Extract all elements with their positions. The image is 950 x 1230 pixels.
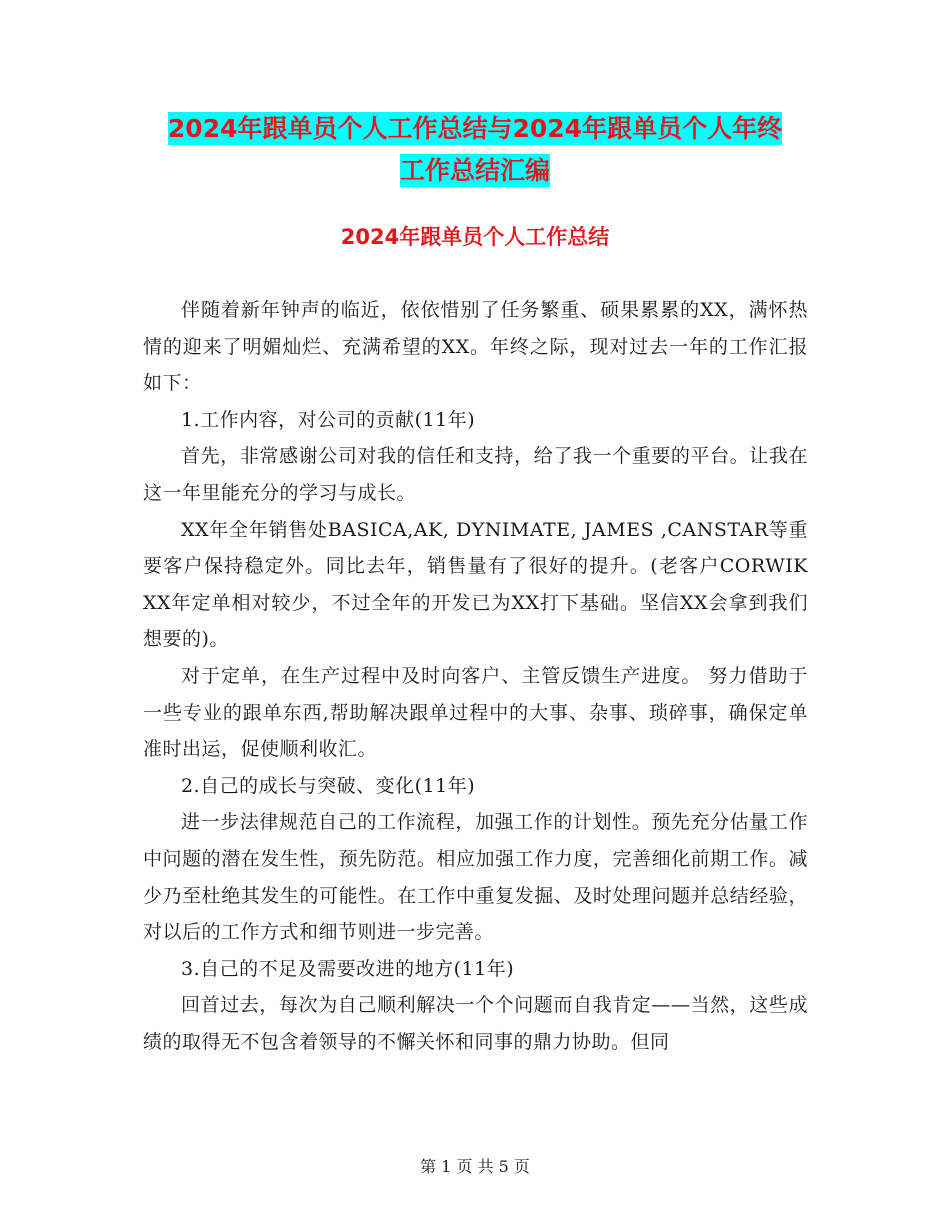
document-title	[0, 108, 950, 192]
paragraph: 1.工作内容，对公司的贡献(11年)	[181, 408, 476, 431]
document-title-line-2: 工作总结汇编	[399, 156, 550, 185]
paragraph: XX年全年销售处BASICA,AK, DYNIMATE, JAMES ,CANSTAR等重要客户保持稳定外。同比去年，销售量有了很好的提升。(老客户CORWIK XX年定单相对较少，不过全年的开发已为XX打下基础。坚信XX会拿到我们想要的)。	[143, 518, 808, 651]
paragraph: 3.自己的不足及需要改进的地方(11年)	[181, 957, 515, 980]
document-title-line-1: 2024年跟单员个人工作总结与2024年跟单员个人年终	[167, 114, 783, 143]
paragraph: 2.自己的成长与突破、变化(11年)	[181, 774, 476, 797]
paragraph: 对于定单，在生产过程中及时向客户、主管反馈生产进度。 努力借助于一些专业的跟单东西,帮助解决跟单过程中的大事、杂事、琐碎事，确保定单准时出运，促使顺利收汇。	[143, 664, 808, 761]
page-number-footer: 第 1 页 共 5 页	[420, 1157, 530, 1176]
paragraph: 伴随着新年钟声的临近，依依惜别了任务繁重、硕果累累的XX，满怀热情的迎来了明媚灿烂、充满希望的XX。年终之际，现对过去一年的工作汇报如下：	[143, 299, 808, 395]
section-title: 2024年跟单员个人工作总结	[340, 225, 610, 249]
paragraph: 进一步法律规范自己的工作流程，加强工作的计划性。预先充分估量工作中问题的潜在发生性，预先防范。相应加强工作力度，完善细化前期工作。减少乃至杜绝其发生的可能性。在工作中重复发掘、及时处理问题并总结经验，对以后的工作方式和细节则进一步完善。	[143, 811, 808, 944]
document-body	[143, 292, 808, 1060]
paragraph: 首先，非常感谢公司对我的信任和支持，给了我一个重要的平台。让我在这一年里能充分的学习与成长。	[143, 445, 808, 504]
paragraph: 回首过去，每次为自己顺利解决一个个问题而自我肯定——当然，这些成绩的取得无不包含着领导的不懈关怀和同事的鼎力协助。但同	[143, 994, 808, 1053]
